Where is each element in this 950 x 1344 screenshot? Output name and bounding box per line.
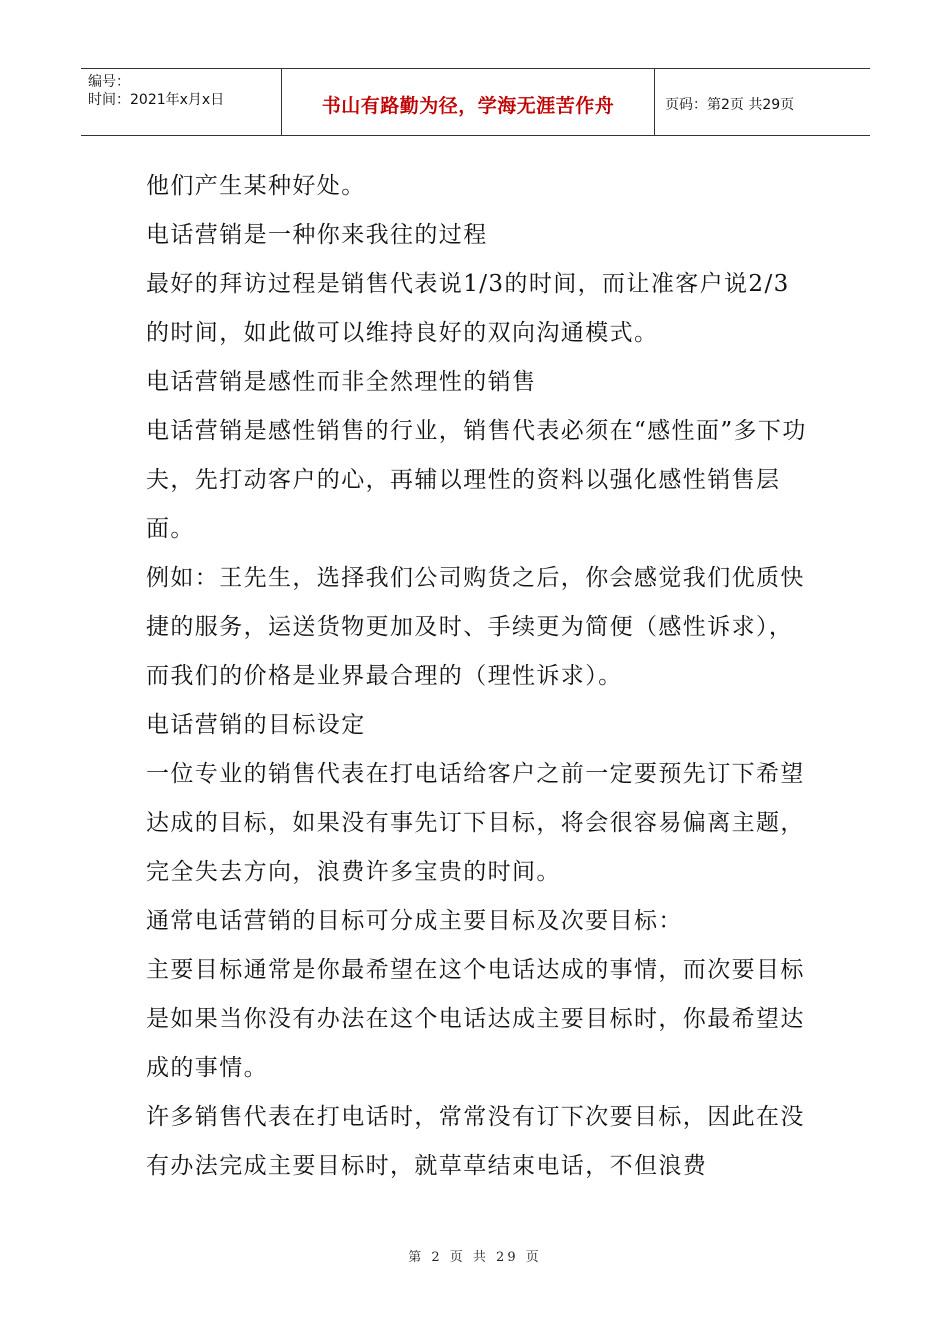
header-motto-cell <box>282 69 655 135</box>
paragraph: 例如：王先生，选择我们公司购货之后，你会感觉我们优质快捷的服务，运送货物更加及时、手续更为简便（感性诉求），而我们的价格是业界最合理的（理性诉求）。 <box>146 565 805 689</box>
paragraph: 主要目标通常是你最希望在这个电话达成的事情，而次要目标是如果当你没有办法在这个电话达成主要目标时，你最希望达成的事情。 <box>146 957 805 1081</box>
section-heading: 电话营销的目标设定 <box>146 712 366 738</box>
section-heading: 电话营销是一种你来我往的过程 <box>146 222 488 248</box>
header-meta-cell <box>81 69 282 135</box>
document-body <box>146 162 808 1191</box>
paragraph: 最好的拜访过程是销售代表说1/3的时间，而让准客户说2/3的时间，如此做可以维持良好的双向沟通模式。 <box>146 271 790 346</box>
paragraph: 他们产生某种好处。 <box>146 173 366 199</box>
page-header <box>81 68 870 136</box>
paragraph: 通常电话营销的目标可分成主要目标及次要目标： <box>146 908 683 934</box>
paragraph: 许多销售代表在打电话时，常常没有订下次要目标，因此在没有办法完成主要目标时，就草草结束电话，不但浪费 <box>146 1104 805 1179</box>
page-footer: 第 2 页 共 29 页 <box>408 1250 542 1265</box>
header-motto: 书山有路勤为径，学海无涯苦作舟 <box>321 94 615 117</box>
section-heading: 电话营销是感性而非全然理性的销售 <box>146 369 537 395</box>
document-time-label: 时间：2021年x月x日 <box>88 92 225 108</box>
paragraph: 一位专业的销售代表在打电话给客户之前一定要预先订下希望达成的目标，如果没有事先订下目标，将会很容易偏离主题，完全失去方向，浪费许多宝贵的时间。 <box>146 761 805 885</box>
paragraph: 电话营销是感性销售的行业，销售代表必须在“感性面”多下功夫，先打动客户的心，再辅以理性的资料以强化感性销售层面。 <box>146 418 807 542</box>
document-number-label: 编号： <box>88 74 130 90</box>
header-page-cell <box>655 69 870 135</box>
header-page-info: 页码：第2页 共29页 <box>665 97 795 113</box>
